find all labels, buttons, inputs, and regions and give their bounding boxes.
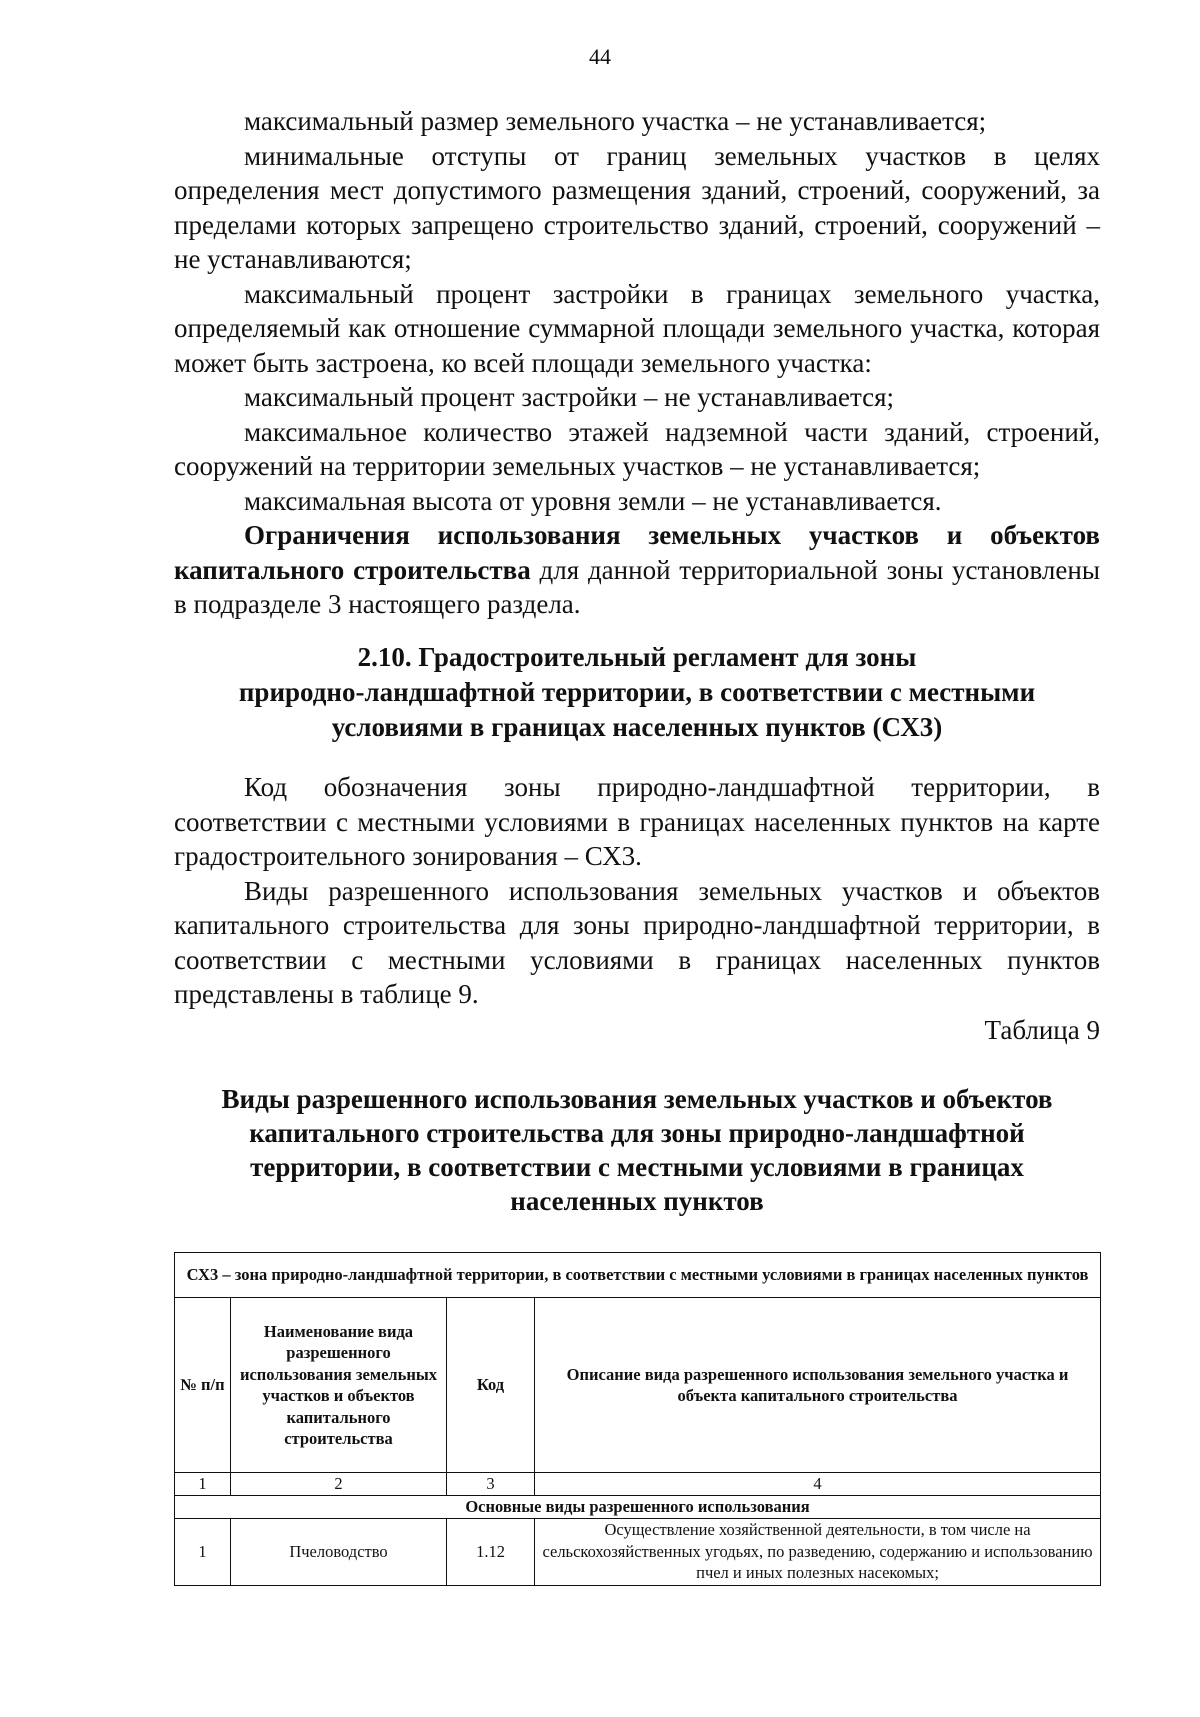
- column-header-name: Наименование вида разрешенного использования земельных участков и объектов капитального строительства: [231, 1298, 447, 1473]
- section-title-line: природно-ландшафтной территории, в соответствии с местными: [238, 677, 1036, 707]
- paragraph: максимальный процент застройки в границах земельного участка, определяемый как отношение суммарной площади земельного участка, которая может быть застроена, ко всей площади земельного участка:: [174, 278, 1100, 378]
- table-title: [174, 1082, 1100, 1218]
- column-header-row: [175, 1298, 1101, 1473]
- restrictions-rest: для данной территориальной зоны установлены в подразделе 3 настоящего раздела.: [174, 554, 1100, 619]
- column-header-num: № п/п: [175, 1298, 231, 1473]
- table-title-line: территории, в соответствии с местными условиями в границах: [250, 1152, 1024, 1182]
- paragraph: минимальные отступы от границ земельных участков в целях определения мест допустимого размещения зданий, строений, сооружений, за пределами которых запрещено строительство зданий, строений, сооружений – не устанавливаются;: [174, 140, 1100, 274]
- intro-text: [174, 104, 1100, 622]
- section-title: [174, 640, 1100, 745]
- paragraph: максимальный процент застройки – не устанавливается;: [244, 382, 895, 412]
- row-code: 1.12: [447, 1518, 535, 1585]
- zone-header-row: [175, 1253, 1101, 1298]
- paragraph: максимальная высота от уровня земли – не устанавливается.: [244, 485, 942, 516]
- table-title-line: населенных пунктов: [510, 1186, 764, 1216]
- column-number-row: [175, 1473, 1101, 1496]
- row-name: Пчеловодство: [231, 1518, 447, 1585]
- group-header-row: [175, 1495, 1101, 1518]
- row-description: Осуществление хозяйственной деятельности, в том числе на сельскохозяйственных угодьях, по разведению, содержанию и использованию пчел и иных полезных насекомых;: [535, 1518, 1101, 1585]
- column-number: 3: [447, 1473, 535, 1496]
- column-header-description: Описание вида разрешенного использования земельного участка и объекта капитального строительства: [535, 1298, 1101, 1473]
- table-title-line: капитального строительства для зоны природно-ландшафтной: [249, 1118, 1025, 1148]
- zone-header-cell: СХ3 – зона природно-ландшафтной территории, в соответствии с местными условиями в границах населенных пунктов: [175, 1253, 1101, 1298]
- page-number: 44: [589, 44, 611, 69]
- paragraph: максимальный размер земельного участка – не устанавливается;: [244, 106, 987, 136]
- section-title-line: условиями в границах населенных пунктов (СХ3): [331, 712, 943, 742]
- paragraph: Код обозначения зоны природно-ландшафтной территории, в соответствии с местными условиями в границах населенных пунктов на карте градостроительного зонирования – СХ3.: [174, 772, 1100, 871]
- body-text: [174, 770, 1100, 1012]
- table-row: [175, 1518, 1101, 1585]
- paragraph: максимальное количество этажей надземной части зданий, строений, сооружений на территории земельных участков – не устанавливается;: [174, 416, 1100, 481]
- row-num: 1: [175, 1518, 231, 1585]
- paragraph: Виды разрешенного использования земельных участков и объектов капитального строительства для зоны природно-ландшафтной территории, в соответствии с местными условиями в границах населенных пунктов представлены в таблице 9.: [174, 875, 1100, 1009]
- table-title-line: Виды разрешенного использования земельных участков и объектов: [221, 1084, 1053, 1114]
- restrictions-bold: Ограничения использования земельных участков и объектов капитального строительства: [174, 520, 1100, 585]
- column-number: 4: [535, 1473, 1101, 1496]
- section-title-line: 2.10. Градостроительный регламент для зоны: [357, 642, 917, 672]
- table-label: Таблица 9: [984, 1015, 1100, 1045]
- column-header-code: Код: [447, 1298, 535, 1473]
- column-number: 2: [231, 1473, 447, 1496]
- zone-table: [174, 1252, 1101, 1586]
- column-number: 1: [175, 1473, 231, 1496]
- restrictions-paragraph: [174, 518, 1100, 622]
- group-header-cell: Основные виды разрешенного использования: [175, 1495, 1101, 1518]
